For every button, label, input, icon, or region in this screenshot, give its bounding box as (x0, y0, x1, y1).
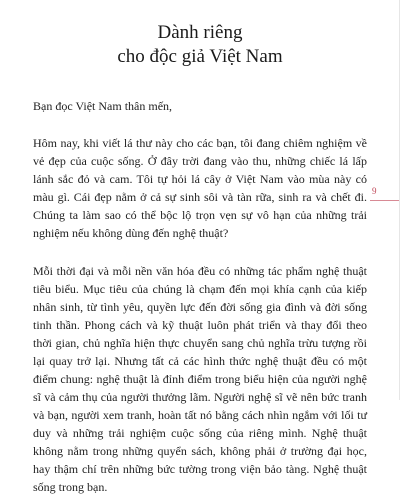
page-title-line-1: Dành riêng (157, 22, 243, 43)
greeting: Bạn đọc Việt Nam thân mến, (33, 99, 173, 113)
paragraph-1: Hôm nay, khi viết lá thư này cho các bạn, tôi đang chiêm nghiệm về vẻ đẹp của cuộc sống. Ở đây trời đang vào thu, những chiếc lá lấp lánh sắc đỏ và cam. Tôi tự hỏi lá cây ở Việt Nam vào mùa này có màu gì. Cái đẹp nằm ở cả sự sinh sôi và tàn rữa, sinh ra và chết đi. Chúng ta làm sao có thể bộc lộ trọn vẹn sự vô hạn của những trải nghiệm nếu không dùng đến nghệ thuật? (33, 136, 367, 240)
page-number: 9 (372, 186, 377, 196)
paragraph-2: Mỗi thời đại và mỗi nền văn hóa đều có những tác phẩm nghệ thuật tiêu biểu. Mục tiêu của chúng là chạm đến mọi khía cạnh của kiếp nhân sinh, từ tình yêu, quyền lực đến đời sống gia đình và đời sống tinh thần. Phong cách và kỹ thuật luôn phát triển và thay đổi theo thời gian, chủ nghĩa hiện thực chuyển sang chủ nghĩa trừu tượng rồi lại quay trở lại. Nhưng tất cả các hình thức nghệ thuật đều có một điểm chung: nghệ thuật là đỉnh điểm trong biểu hiện của người nghệ sĩ và cảm thụ của người thưởng lãm. Người nghệ sĩ vẽ nên bức tranh và bạn, người xem tranh, hoàn tất nó bằng cách nhìn ngắm với lối tư duy và những trải nghiệm cuộc sống của riêng mình. Nghệ thuật không nằm trong những quyển sách, không phải ở trường đại học, hay thậm chí trên những bức tường trong viện bảo tàng. Nghệ thuật sống trong bạn. (33, 264, 367, 494)
page-number-rule (370, 200, 400, 201)
page-title-line-2: cho độc giả Việt Nam (117, 46, 283, 67)
